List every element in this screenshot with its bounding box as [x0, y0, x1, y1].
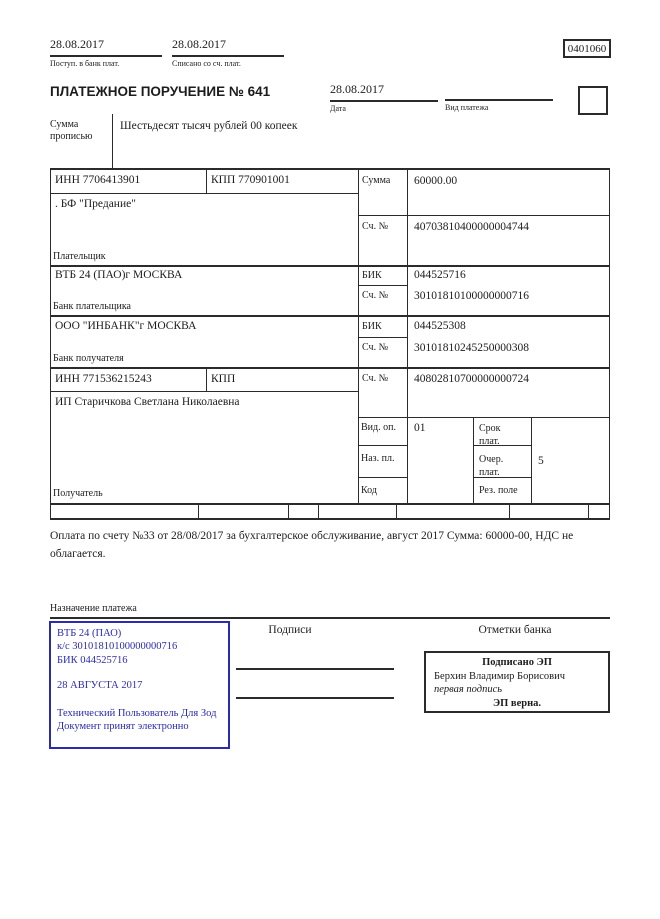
amount-words-label: Сумма прописью — [50, 119, 93, 142]
grid-line — [531, 417, 532, 505]
stamp-date: 28 АВГУСТА 2017 — [57, 680, 143, 692]
grid-line — [50, 315, 610, 317]
status-code-box — [578, 86, 608, 115]
stamp-bank-name: ВТБ 24 (ПАО) — [57, 628, 122, 639]
payment-purpose-label: Назначение платежа — [50, 603, 137, 614]
grid-line — [509, 505, 510, 518]
grid-line — [50, 367, 610, 369]
pay-order-label: Очер. плат. — [479, 454, 504, 478]
payer-bank-account: 30101810100000000716 — [414, 290, 529, 302]
payee-bank-account: 30101810245250000308 — [414, 342, 529, 354]
op-kind-value: 01 — [414, 422, 426, 434]
grid-line — [50, 265, 610, 267]
grid-line — [609, 168, 610, 520]
payer-bank-bik: 044525716 — [414, 269, 466, 281]
grid-line — [407, 168, 408, 505]
sum-label: Сумма — [362, 175, 391, 186]
signatures-label: Подписи — [268, 624, 312, 636]
payee-bank-section-label: Банк получателя — [53, 353, 124, 364]
payer-section-label: Плательщик — [53, 251, 106, 262]
grid-line — [50, 168, 610, 170]
grid-line — [318, 505, 319, 518]
grid-line — [358, 285, 408, 286]
grid-line — [358, 477, 408, 478]
payee-section-label: Получатель — [53, 488, 103, 499]
grid-line — [50, 503, 610, 505]
received-date-value: 28.08.2017 — [50, 37, 162, 57]
payer-account: 40703810400000004744 — [414, 221, 529, 233]
code-label: Код — [361, 485, 377, 496]
grid-line — [206, 168, 207, 194]
esign-signature-type: первая подпись — [434, 684, 503, 696]
payment-kind-field — [445, 82, 553, 112]
document-title: ПЛАТЕЖНОЕ ПОРУЧЕНИЕ № 641 — [50, 84, 271, 99]
grid-line — [288, 505, 289, 518]
payer-account-label: Сч. № — [362, 221, 389, 232]
reserve-field-label: Рез. поле — [479, 485, 518, 496]
grid-line — [588, 505, 589, 518]
stamp-bik: БИК 044525716 — [57, 654, 128, 666]
pay-term-label: Срок плат. — [479, 423, 501, 447]
payee-account: 40802810700000000724 — [414, 373, 529, 385]
date-label: Дата — [330, 104, 346, 113]
payee-inn: ИНН 771536215243 — [55, 373, 152, 385]
date-value: 28.08.2017 — [330, 82, 438, 102]
grid-line — [358, 417, 610, 418]
purpose-code-label: Наз. пл. — [361, 453, 395, 464]
payer-bank-bik-label: БИК — [362, 270, 382, 281]
debited-date-value: 28.08.2017 — [172, 37, 284, 57]
stamp-user: Технический Пользователь Для Зод — [57, 707, 217, 719]
esign-signer-name: Берхин Владимир Борисович — [434, 670, 565, 682]
esign-mark-box — [424, 651, 610, 713]
payer-inn: ИНН 7706413901 — [55, 174, 141, 186]
payment-kind-label: Вид платежа — [445, 103, 489, 112]
grid-line — [50, 518, 610, 520]
payee-account-label: Сч. № — [362, 373, 389, 384]
op-kind-label: Вид. оп. — [361, 422, 396, 433]
payee-bank-bik-label: БИК — [362, 321, 382, 332]
stamp-accepted-note: Документ принят электронно — [57, 721, 189, 733]
grid-line — [396, 505, 397, 518]
grid-line — [198, 505, 199, 518]
payment-purpose-text: Оплата по счету №33 от 28/08/2017 за бухгалтерское обслуживание, август 2017 Сумма: 60000-00, НДС не облагается. — [50, 530, 574, 560]
debited-date-field — [172, 37, 284, 68]
pay-order-value: 5 — [538, 455, 544, 467]
stamp-corr-account: к/с 30101810100000000716 — [57, 641, 178, 653]
payer-bank-account-label: Сч. № — [362, 290, 389, 301]
signature-line — [236, 668, 394, 670]
grid-line — [206, 367, 207, 391]
payee-bank-account-label: Сч. № — [362, 342, 389, 353]
amount-words-value: Шестьдесят тысяч рублей 00 копеек — [120, 120, 298, 132]
received-date-field — [50, 37, 162, 68]
payee-name: ИП Старичкова Светлана Николаевна — [55, 396, 240, 408]
bank-stamp-box — [49, 621, 230, 749]
payment-kind-value — [445, 82, 553, 101]
payer-bank-section-label: Банк плательщика — [53, 301, 131, 312]
grid-line — [50, 168, 51, 520]
payer-name: . БФ "Предание" — [55, 198, 136, 210]
grid-line — [112, 114, 113, 168]
sum-value: 60000.00 — [414, 175, 458, 187]
grid-line — [358, 215, 610, 216]
grid-line — [50, 391, 359, 392]
grid-line — [473, 417, 474, 505]
esign-valid-note: ЭП верна. — [492, 697, 541, 709]
payer-bank-name: ВТБ 24 (ПАО)г МОСКВА — [55, 269, 183, 281]
form-code-box: 0401060 — [563, 39, 611, 58]
payee-bank-name: ООО "ИНБАНК"г МОСКВА — [55, 320, 197, 332]
signature-line — [236, 697, 394, 699]
grid-line — [358, 168, 359, 505]
grid-line — [358, 337, 408, 338]
received-date-label: Поступ. в банк плат. — [50, 59, 120, 68]
debited-date-label: Списано со сч. плат. — [172, 59, 241, 68]
payee-bank-bik: 044525308 — [414, 320, 466, 332]
grid-line — [50, 193, 359, 194]
bank-marks-label: Отметки банка — [478, 624, 552, 636]
payment-table — [50, 168, 610, 520]
date-field — [330, 82, 438, 113]
esign-title: Подписано ЭП — [482, 657, 552, 668]
payer-kpp: КПП 770901001 — [211, 174, 290, 186]
payee-kpp-label: КПП — [211, 373, 236, 385]
grid-line — [358, 445, 408, 446]
grid-line — [50, 617, 610, 619]
